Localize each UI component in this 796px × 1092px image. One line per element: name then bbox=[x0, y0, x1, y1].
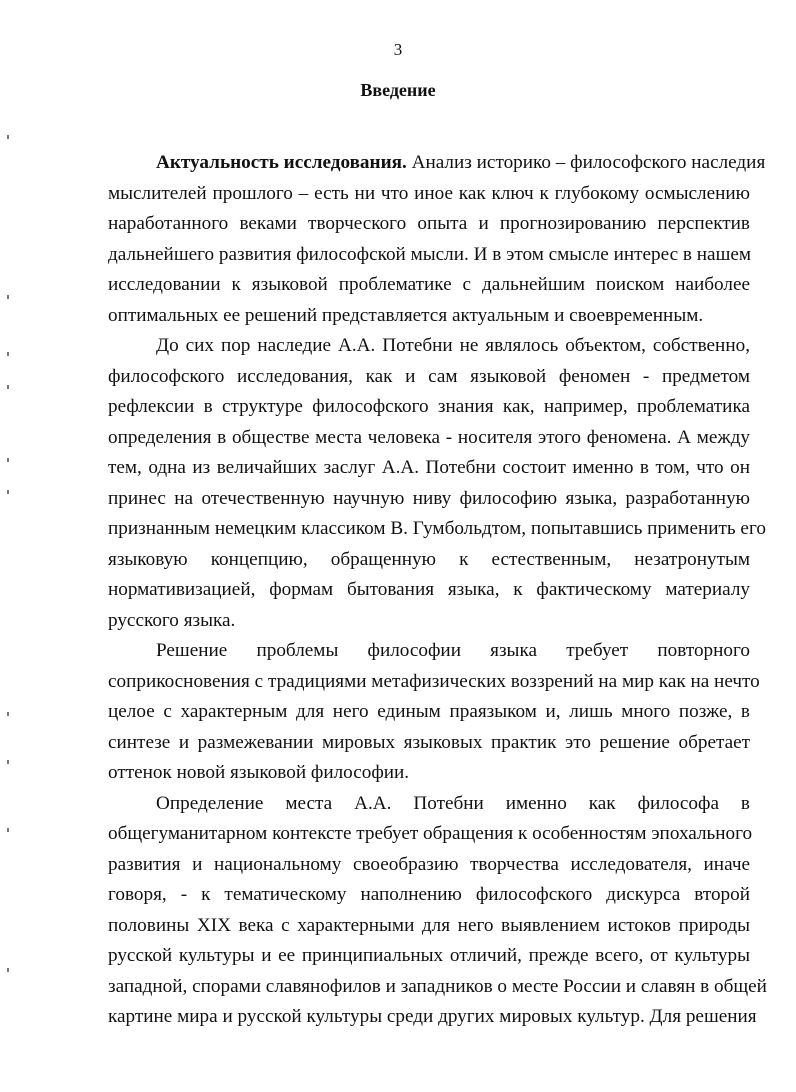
scan-mark bbox=[7, 760, 9, 764]
text-line: тем, одна из величайших заслуг А.А. Потебни состоит именно в том, что он bbox=[108, 457, 750, 478]
text-line: признанным немецким классиком В. Гумбольдтом, попытавшись применить его bbox=[108, 518, 766, 539]
text-line: Актуальность исследования. Анализ историко – философского наследия bbox=[156, 152, 766, 173]
scan-mark bbox=[7, 712, 9, 716]
scan-mark bbox=[7, 968, 9, 972]
scan-mark bbox=[7, 828, 9, 832]
body-text bbox=[108, 148, 767, 1033]
text-line: определения в обществе места человека - носителя этого феномена. А между bbox=[108, 426, 750, 448]
scan-mark bbox=[7, 135, 9, 139]
text-line: языковую концепцию, обращенную к естественным, незатронутым bbox=[108, 548, 750, 570]
text-line: оптимальных ее решений представляется актуальным и своевременным. bbox=[108, 304, 704, 326]
text-line: синтезе и размежевании мировых языковых практик это решение обретает bbox=[108, 731, 750, 753]
text-line: принес на отечественную научную ниву философию языка, разработанную bbox=[108, 487, 750, 509]
scan-mark bbox=[7, 458, 9, 462]
text-line: развития и национальному своеобразию творчества исследователя, иначе bbox=[108, 853, 750, 875]
text-line: общегуманитарном контексте требует обращения к особенностям эпохального bbox=[108, 823, 753, 844]
text-line: говоря, - к тематическому наполнению философского дискурса второй bbox=[108, 884, 750, 905]
text-line: философского исследования, как и сам языковой феномен - предметом bbox=[108, 365, 750, 387]
text-line: половины XIX века с характерными для него выявлением истоков природы bbox=[108, 914, 750, 936]
text-line: западной, спорами славянофилов и западников о месте России и славян в общей bbox=[108, 975, 767, 997]
text-line: нормативизацией, формам бытования языка, к фактическому материалу bbox=[108, 579, 750, 600]
text-line: картине мира и русской культуры среди других мировых культур. Для решения bbox=[108, 1006, 757, 1027]
text-line: рефлексии в структуре философского знания как, например, проблематика bbox=[108, 396, 750, 417]
text-line: русской культуры и ее принципиальных отличий, прежде всего, от культуры bbox=[108, 945, 750, 966]
text-line: До сих пор наследие А.А. Потебни не являлось объектом, собственно, bbox=[156, 335, 750, 356]
text-line: Определение места А.А. Потебни именно как философа в bbox=[156, 792, 750, 814]
scan-mark bbox=[7, 385, 9, 389]
text-line: Решение проблемы философии языка требует повторного bbox=[156, 640, 750, 661]
scan-mark bbox=[7, 295, 9, 299]
text-line: мыслителей прошлого – есть ни что иное как ключ к глубокому осмыслению bbox=[108, 182, 750, 204]
text-line: оттенок новой языковой философии. bbox=[108, 762, 410, 783]
scan-mark bbox=[7, 490, 9, 494]
scan-mark bbox=[7, 352, 9, 356]
text-line: русского языка. bbox=[108, 609, 236, 631]
text-line: наработанного веками творческого опыта и прогнозированию перспектив bbox=[108, 213, 750, 234]
page-title: Введение bbox=[360, 80, 436, 100]
text-line: исследовании к языковой проблематике с дальнейшим поиском наиболее bbox=[108, 274, 750, 295]
text-line: целое с характерным для него единым праязыком и, лишь много позже, в bbox=[108, 701, 750, 722]
lead-bold: Актуальность исследования. bbox=[156, 152, 407, 173]
text-line: дальнейшего развития философской мысли. И в этом смысле интерес в нашем bbox=[108, 243, 752, 265]
page-number: 3 bbox=[393, 40, 403, 59]
text-line: соприкосновения с традициями метафизических воззрений на мир как на нечто bbox=[108, 670, 760, 692]
